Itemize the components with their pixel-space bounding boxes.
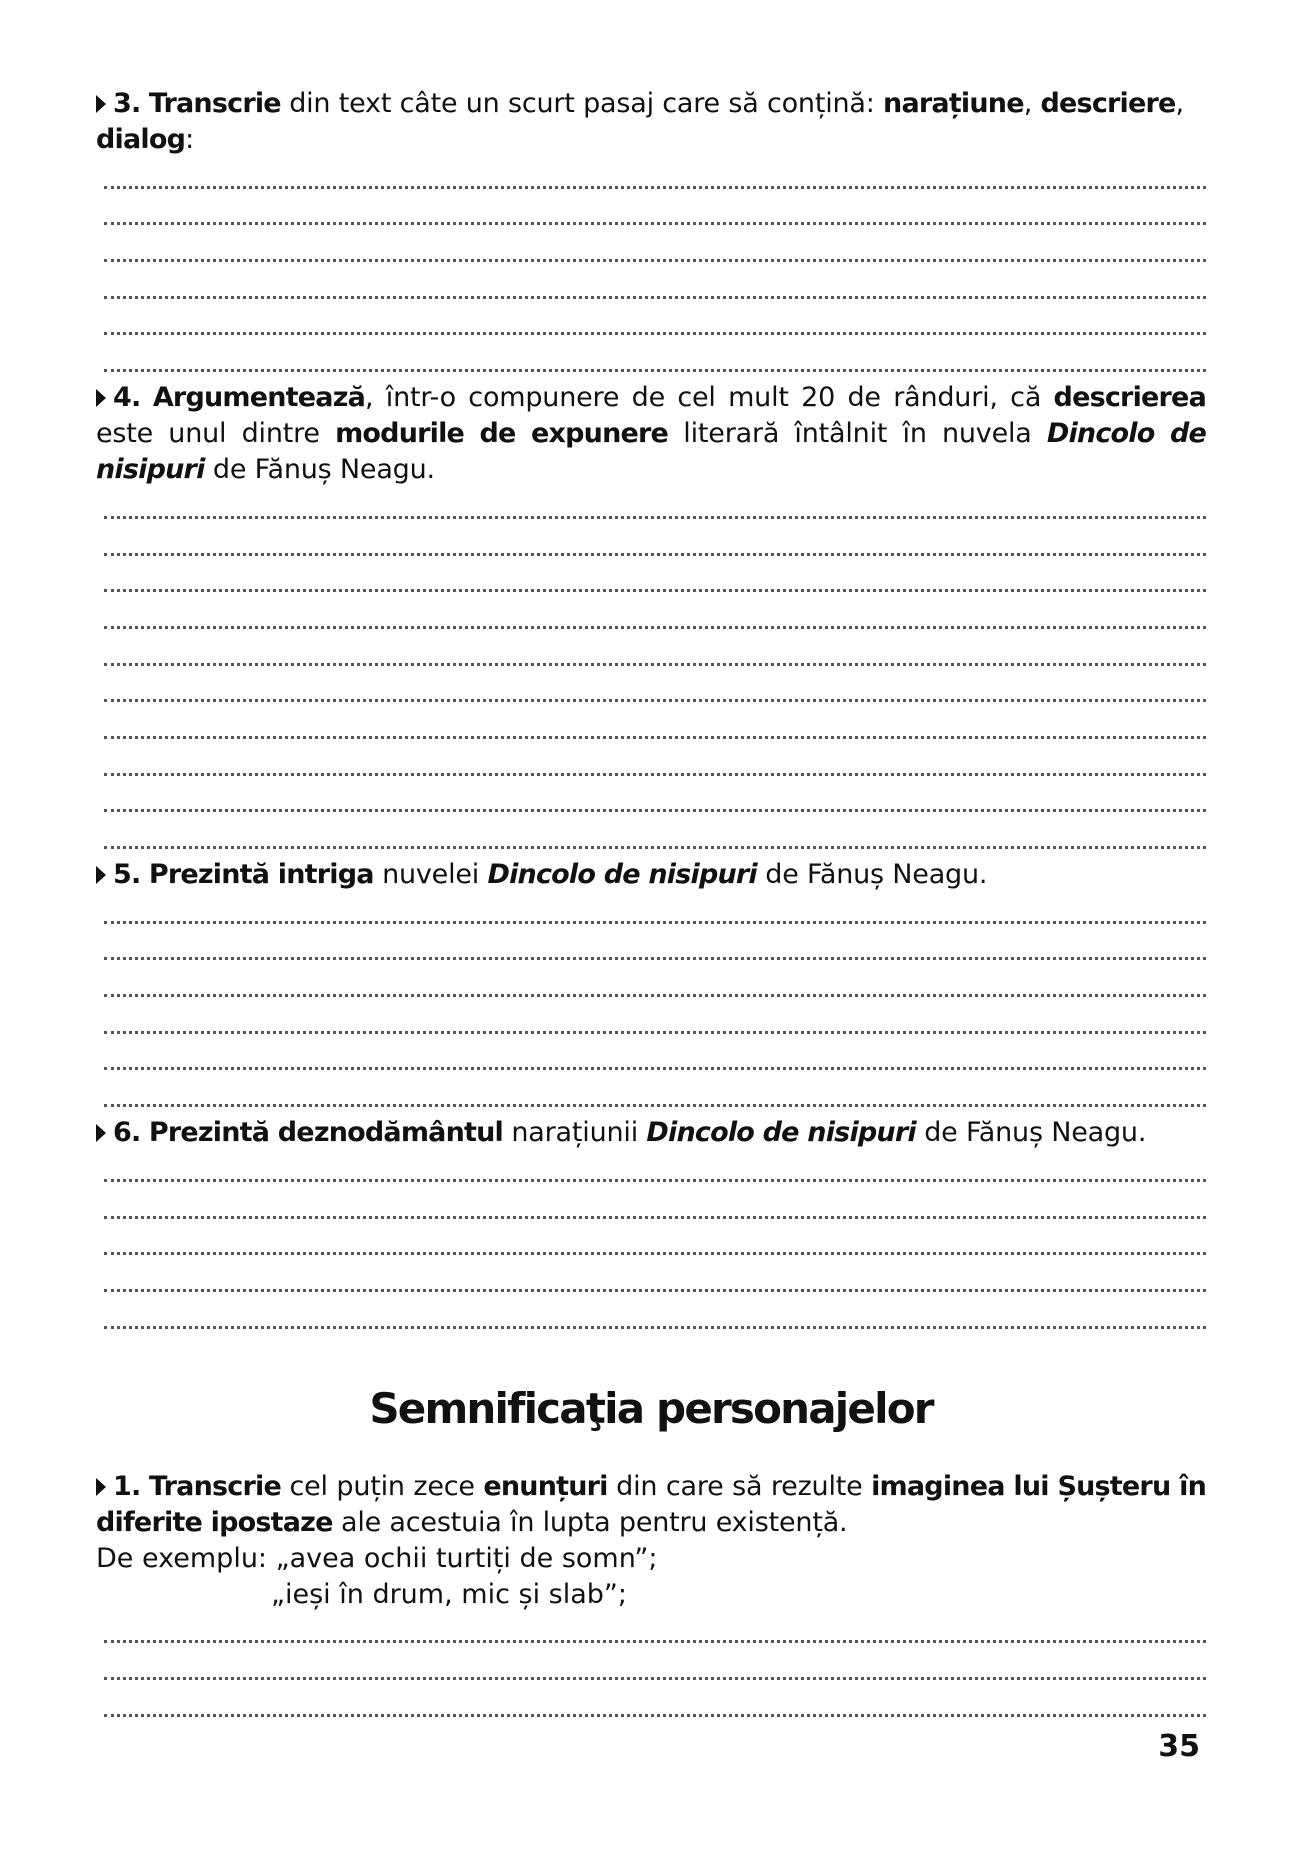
worksheet-page: [96, 86, 1206, 1723]
question-number: 4.: [113, 382, 141, 414]
answer-line[interactable]: [96, 1649, 1206, 1686]
answer-line[interactable]: [96, 1298, 1206, 1335]
separator: ,: [1023, 88, 1041, 119]
keyword: descriere: [1040, 88, 1176, 119]
answer-line[interactable]: [96, 1261, 1206, 1298]
question-text: de Fănuș Neagu.: [756, 859, 988, 890]
bullet-triangle-icon: [96, 1124, 106, 1142]
answer-line[interactable]: [96, 268, 1206, 305]
answer-line[interactable]: [96, 525, 1206, 562]
keyword: dialog: [96, 124, 186, 155]
question-4: [96, 380, 1206, 488]
answer-lines-s1[interactable]: [96, 1613, 1206, 1723]
instruction-verb: Transcrie: [149, 1470, 281, 1502]
answer-line[interactable]: [96, 158, 1206, 195]
answer-line[interactable]: [96, 341, 1206, 378]
question-text: din care să rezulte: [607, 1470, 872, 1502]
question-text: ale acestuia în lupta pentru existență.: [332, 1506, 848, 1538]
answer-line[interactable]: [96, 1040, 1206, 1077]
question-number: 3.: [113, 88, 141, 119]
example-quote: „avea ochii turtiți de somn”;: [275, 1542, 658, 1574]
bullet-triangle-icon: [96, 95, 106, 113]
section-question-1: [96, 1469, 1206, 1541]
question-text: nuvelei: [373, 859, 488, 890]
answer-line[interactable]: [96, 231, 1206, 268]
question-3: [96, 86, 1206, 158]
keyword: modurile de expunere: [335, 418, 669, 450]
answer-lines-q6[interactable]: [96, 1151, 1206, 1334]
separator: ,: [1175, 88, 1184, 119]
example-quote: „ieși în drum, mic și slab”;: [271, 1578, 627, 1610]
answer-line[interactable]: [96, 598, 1206, 635]
question-text: de Fănuș Neagu.: [204, 454, 435, 486]
example-label: De exemplu:: [96, 1542, 268, 1574]
bullet-triangle-icon: [96, 1478, 106, 1496]
answer-line[interactable]: [96, 782, 1206, 819]
answer-line[interactable]: [96, 1076, 1206, 1113]
instruction-verb: Prezintă intriga: [148, 859, 374, 890]
section-title: Semnificaţia personajelor: [369, 1383, 933, 1433]
answer-line[interactable]: [96, 195, 1206, 232]
answer-lines-q5[interactable]: [96, 893, 1206, 1113]
keyword: descrierea: [1053, 382, 1206, 414]
answer-line[interactable]: [96, 818, 1206, 855]
question-number: 1.: [113, 1470, 141, 1502]
question-text: este unul dintre: [96, 418, 336, 450]
answer-line[interactable]: [96, 672, 1206, 709]
answer-line[interactable]: [96, 930, 1206, 967]
question-text: , într-o compunere de cel mult 20 de rânduri, că: [365, 382, 1054, 414]
bullet-triangle-icon: [96, 389, 106, 407]
answer-line[interactable]: [96, 745, 1206, 782]
answer-line[interactable]: [96, 966, 1206, 1003]
answer-line[interactable]: [96, 1225, 1206, 1262]
question-number: 5.: [113, 859, 141, 890]
question-5: [96, 857, 1206, 893]
work-title: Dincolo de nisipuri: [646, 1117, 916, 1149]
keyword: enunțuri: [483, 1470, 608, 1502]
answer-line[interactable]: [96, 305, 1206, 342]
question-6: [96, 1115, 1206, 1151]
bullet-triangle-icon: [96, 866, 106, 884]
work-title: Dincolo de nisipuri: [487, 859, 757, 890]
question-number: 6.: [113, 1117, 141, 1149]
answer-line[interactable]: [96, 635, 1206, 672]
answer-line[interactable]: [96, 1151, 1206, 1188]
work-title: Dincolo de nisipuri: [96, 418, 1206, 486]
answer-line[interactable]: [96, 893, 1206, 930]
instruction-verb: Transcrie: [148, 88, 281, 119]
question-text: literară întâlnit în nuvela: [668, 418, 1047, 450]
question-text: narațiunii: [503, 1117, 647, 1149]
answer-line[interactable]: [96, 562, 1206, 599]
question-text: de Fănuș Neagu.: [915, 1117, 1147, 1149]
example-line-1: [96, 1541, 1206, 1577]
keyword: narațiune: [883, 88, 1024, 119]
instruction-verb: Prezintă deznodământul: [148, 1117, 504, 1149]
punctuation: :: [185, 124, 195, 155]
instruction-verb: Argumentează: [152, 382, 366, 414]
answer-line[interactable]: [96, 1188, 1206, 1225]
keyword: imaginea lui Șușteru în diferite ipostaze: [96, 1470, 1206, 1538]
answer-line[interactable]: [96, 1686, 1206, 1723]
answer-lines-q3[interactable]: [96, 158, 1206, 378]
answer-line[interactable]: [96, 1003, 1206, 1040]
page-number: 35: [1158, 1729, 1200, 1764]
example-line-2: [96, 1577, 1206, 1613]
question-text: cel puțin zece: [280, 1470, 484, 1502]
answer-line[interactable]: [96, 1613, 1206, 1650]
answer-line[interactable]: [96, 708, 1206, 745]
question-text: din text câte un scurt pasaj care să conțină:: [280, 88, 884, 119]
answer-lines-q4[interactable]: [96, 488, 1206, 855]
answer-line[interactable]: [96, 488, 1206, 525]
